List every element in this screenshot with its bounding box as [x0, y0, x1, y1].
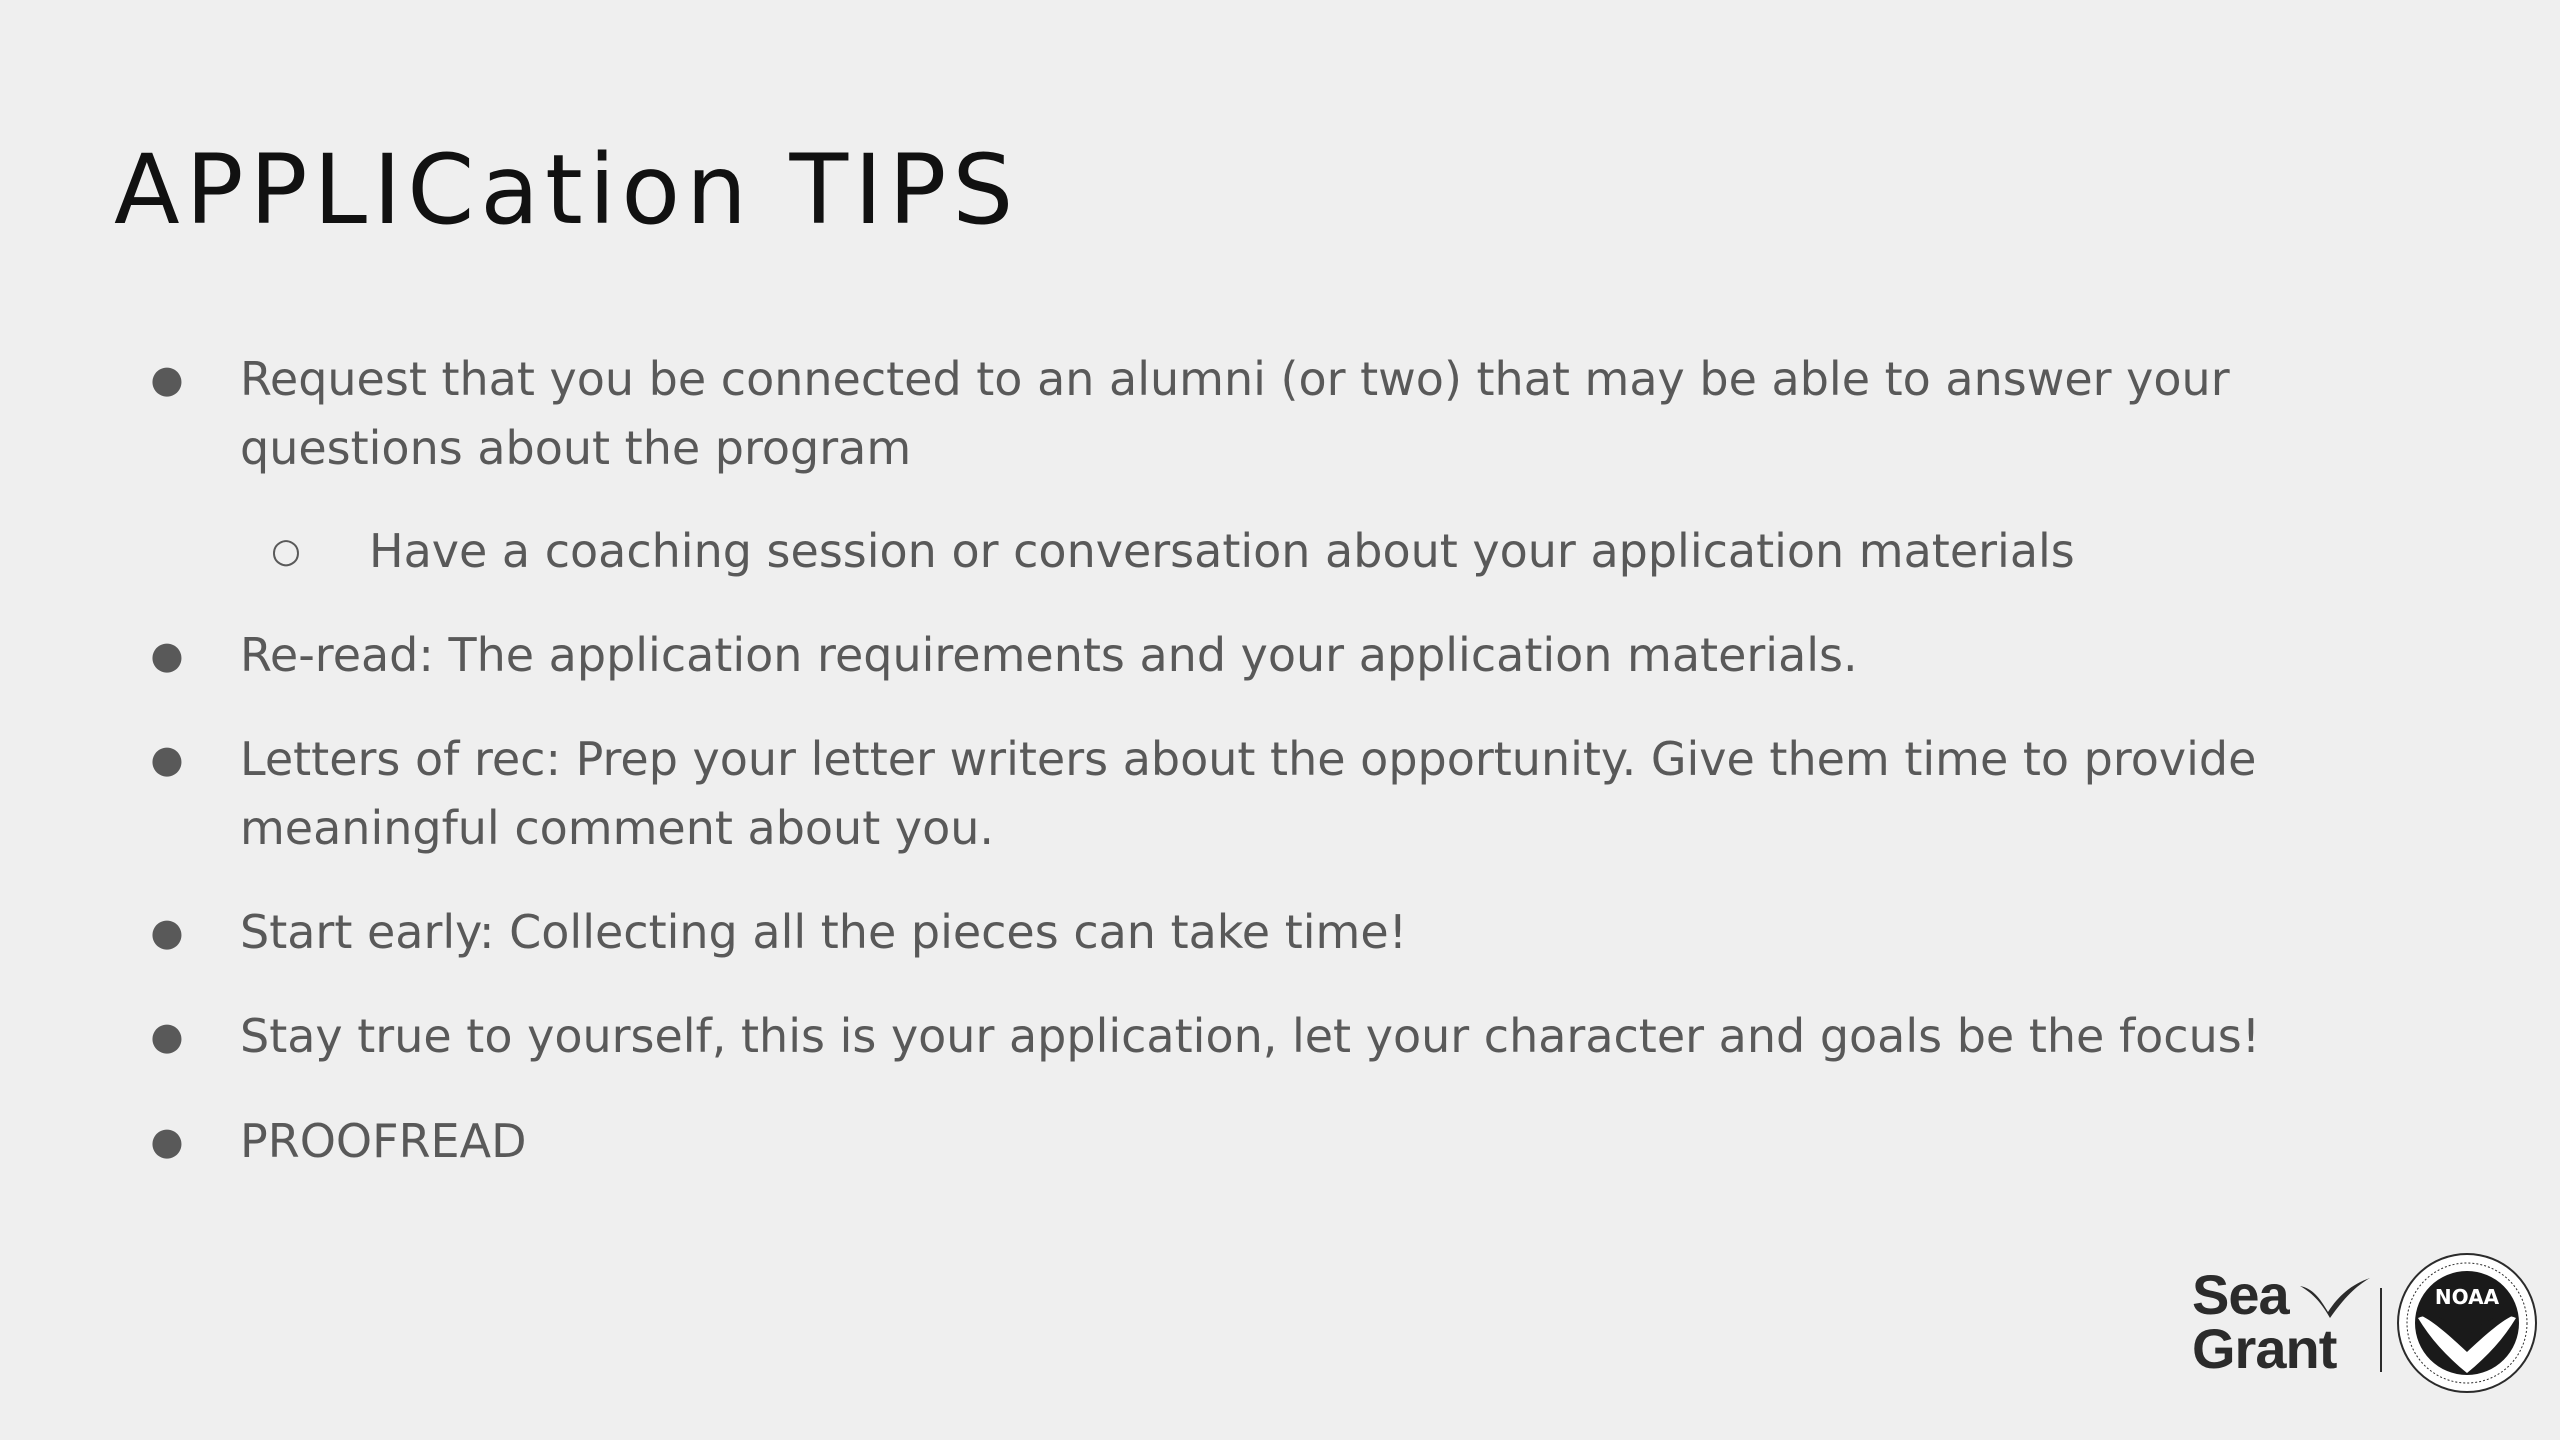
list-item-text: PROOFREAD	[240, 1114, 527, 1168]
bullet-icon: ●	[150, 1014, 184, 1058]
list-item	[150, 898, 2420, 967]
bullet-icon: ●	[150, 357, 184, 401]
list-item	[150, 621, 2420, 690]
seagull-icon	[2298, 1276, 2372, 1320]
list-item	[150, 725, 2420, 863]
sea-grant-logo-line2: Grant	[2192, 1317, 2337, 1380]
list-item-text: Stay true to yourself, this is your application, let your character and goals be the focus!	[240, 1009, 2261, 1063]
list-item	[150, 1002, 2420, 1071]
list-item	[150, 1107, 2420, 1176]
list-item-text: Letters of rec: Prep your letter writers about the opportunity. Give them time to provide meaningful comment about you.	[240, 732, 2257, 855]
slide-title: APPLICation TIPS	[114, 134, 1020, 246]
sea-grant-logo-line1: Sea	[2192, 1263, 2289, 1326]
bullet-icon: ●	[150, 737, 184, 781]
bullet-icon: ●	[150, 910, 184, 954]
list-item-text: Start early: Collecting all the pieces can take time!	[240, 905, 1408, 959]
noaa-logo-icon	[2396, 1252, 2538, 1394]
logo-divider	[2380, 1288, 2382, 1372]
noaa-logo-text: NOAA	[2434, 1285, 2500, 1309]
bullet-icon: ●	[150, 633, 184, 677]
list-item-text: Have a coaching session or conversation about your application materials	[369, 524, 2075, 578]
list-item	[150, 345, 2420, 483]
footer-logos	[2188, 1252, 2540, 1400]
list-item-text: Re-read: The application requirements and your application materials.	[240, 628, 1858, 682]
list-item-sub	[271, 517, 2419, 586]
hollow-bullet-icon: ○	[271, 531, 301, 571]
list-item-text: Request that you be connected to an alumni (or two) that may be able to answer your questions about the program	[240, 352, 2230, 475]
bullet-icon: ●	[150, 1119, 184, 1163]
